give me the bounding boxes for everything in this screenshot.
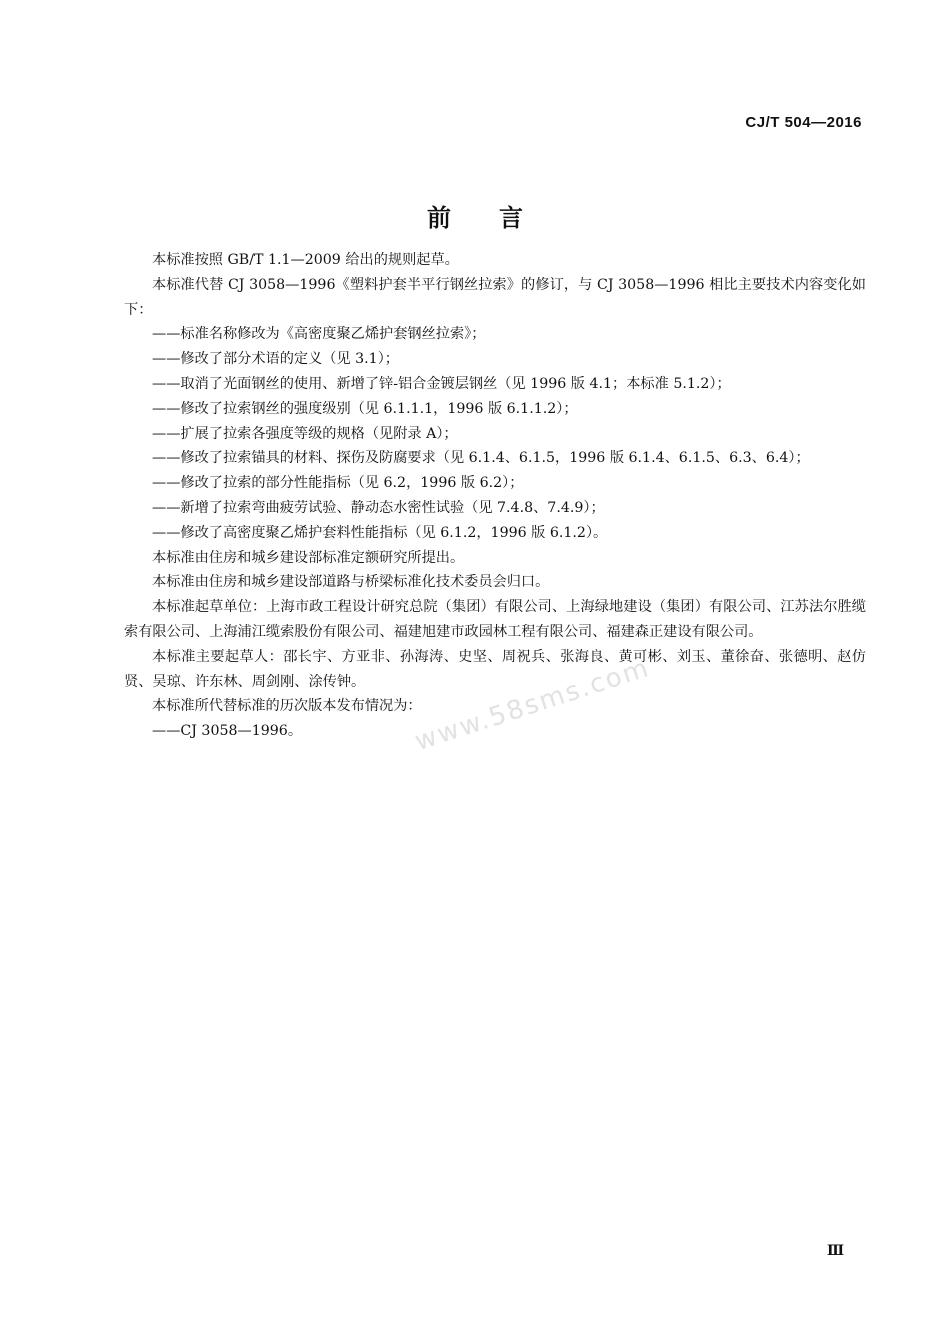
list-item: ——扩展了拉索各强度等级的规格（见附录 A）； (152, 425, 458, 442)
list-item: ——修改了高密度聚乙烯护套料性能指标（见 6.1.2，1996 版 6.1.2）。 (152, 524, 608, 541)
list-item: ——取消了光面钢丝的使用、新增了锌-铝合金镀层钢丝（见 1996 版 4.1；本标准 5.1.2）； (152, 375, 731, 392)
paragraph: 本标准由住房和城乡建设部道路与桥梁标准化技术委员会归口。 (152, 574, 550, 591)
standard-code: CJ/T 504—2016 (745, 114, 862, 131)
list-item: ——修改了拉索的部分性能指标（见 6.2，1996 版 6.2）； (152, 475, 524, 492)
list-item: ——CJ 3058—1996。 (152, 723, 303, 740)
paragraph: 本标准代替 CJ 3058—1996《塑料护套半平行钢丝拉索》的修订，与 CJ 3058—1996 相比主要技术内容变化如下： (124, 276, 866, 318)
paragraph: 本标准由住房和城乡建设部标准定额研究所提出。 (152, 549, 465, 566)
document-body (124, 248, 866, 744)
list-item: ——标准名称修改为《高密度聚乙烯护套钢丝拉索》； (152, 326, 486, 343)
watermark: www.58sms.com (411, 652, 654, 758)
list-item: ——修改了拉索钢丝的强度级别（见 6.1.1.1，1996 版 6.1.1.2）； (152, 400, 578, 417)
paragraph: 本标准所代替标准的历次版本发布情况为： (152, 698, 422, 715)
list-item: ——修改了部分术语的定义（见 3.1）； (152, 351, 399, 368)
list-item: ——新增了拉索弯曲疲劳试验、静动态水密性试验（见 7.4.8、7.4.9）； (152, 499, 605, 516)
page-title: 前言 (427, 204, 571, 232)
list-item: ——修改了拉索锚具的材料、探伤及防腐要求（见 6.1.4、6.1.5，1996 版 6.1.4、6.1.5、6.3、6.4）； (152, 450, 810, 467)
page-number: Ⅲ (826, 1243, 844, 1259)
paragraph: 本标准起草单位：上海市政工程设计研究总院（集团）有限公司、上海绿地建设（集团）有限公司、江苏法尔胜缆索有限公司、上海浦江缆索股份有限公司、福建旭建市政园林工程有限公司、福建森正建设有限公司。 (124, 599, 866, 640)
paragraph: 本标准按照 GB/T 1.1—2009 给出的规则起草。 (152, 252, 459, 268)
paragraph: 本标准主要起草人：邵长宇、方亚非、孙海涛、史坚、周祝兵、张海良、黄可彬、刘玉、董徐奋、张德明、赵仿贤、吴琼、许东林、周剑刚、涂传钟。 (124, 648, 866, 690)
